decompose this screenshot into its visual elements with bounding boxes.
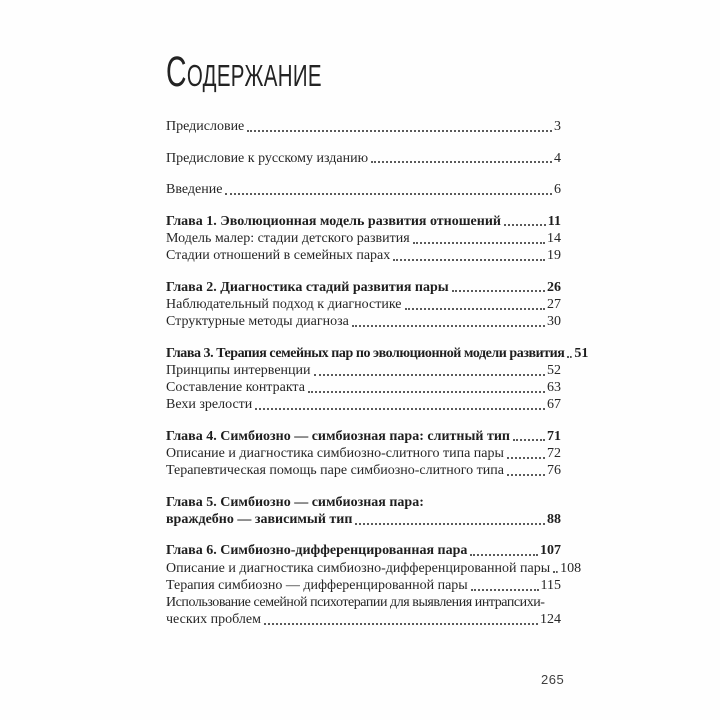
toc-entry-page: 88 xyxy=(547,511,561,527)
toc-entry-page: 6 xyxy=(554,182,561,198)
dot-leader xyxy=(314,374,545,376)
toc-entry-page: 71 xyxy=(547,428,561,444)
toc-entry xyxy=(166,611,561,628)
toc-entry-page: 76 xyxy=(547,463,561,479)
toc-entry-label: Терапия симбиозно — дифференцированной пары xyxy=(166,577,468,593)
toc-entry-page: 26 xyxy=(547,279,561,295)
toc-entry xyxy=(166,181,561,198)
toc-entry xyxy=(166,511,561,528)
dot-leader xyxy=(405,308,545,310)
toc-entry-label: Модель малер: стадии детского развития xyxy=(166,230,410,246)
toc-entry-label: Глава 2. Диагностика стадий развития пары xyxy=(166,279,449,295)
toc-entry-label: Предисловие к русскому изданию xyxy=(166,150,369,166)
toc-entry-label: Использование семейной психотерапии для выявления интрапсихи- xyxy=(166,595,545,611)
toc-entry-label: Наблюдательный подход к диагностике xyxy=(166,296,402,312)
toc-entry xyxy=(166,396,561,413)
toc-entry-label: Стадии отношений в семейных парах xyxy=(166,248,391,264)
toc-entry xyxy=(166,445,561,462)
dot-leader xyxy=(393,259,545,261)
toc-entry-label: Глава 5. Симбиозно — симбиозная пара: xyxy=(166,494,424,510)
dot-leader xyxy=(452,290,545,292)
toc-entry xyxy=(166,543,561,560)
dot-leader xyxy=(470,554,538,556)
toc-entry xyxy=(166,247,561,264)
dot-leader xyxy=(355,523,545,525)
dot-leader xyxy=(255,408,545,410)
dot-leader xyxy=(507,474,545,476)
toc-entry-page: 124 xyxy=(540,612,561,628)
dot-leader xyxy=(371,161,552,163)
toc-entry-page: 67 xyxy=(547,397,561,413)
toc-entry-label: Структурные методы диагноза xyxy=(166,314,349,330)
toc-entry-label: Глава 6. Симбиозно-дифференцированная пара xyxy=(166,543,468,559)
page-title: СОДЕРЖАНИЕ xyxy=(166,48,322,96)
toc-entry xyxy=(166,577,561,594)
toc-entry xyxy=(166,279,561,296)
toc-entry-page: 51 xyxy=(574,345,589,361)
toc-entry-page: 30 xyxy=(547,314,561,330)
dot-leader xyxy=(352,325,545,327)
toc-entry-label: Описание и диагностика симбиозно-слитного типа пары xyxy=(166,445,504,461)
toc-entry xyxy=(166,213,561,230)
toc-entry xyxy=(166,230,561,247)
toc-entry-page: 63 xyxy=(547,380,561,395)
toc-entry-page: 72 xyxy=(547,445,561,461)
toc-entry xyxy=(166,494,561,511)
toc-entry xyxy=(166,362,561,379)
toc-entry xyxy=(166,594,561,611)
dot-leader xyxy=(553,571,558,573)
toc-entry-label: Составление контракта xyxy=(166,380,305,395)
toc-entry-page: 3 xyxy=(554,118,561,134)
toc-entry-page: 14 xyxy=(547,230,561,246)
table-of-contents xyxy=(166,118,589,628)
toc-entry-page: 107 xyxy=(540,543,561,559)
toc-entry xyxy=(166,118,561,135)
toc-entry-label: Глава 1. Эволюционная модель развития отношений xyxy=(166,213,501,229)
toc-entry-label: Принципы интервенции xyxy=(166,362,311,378)
toc-entry-page: 27 xyxy=(547,296,561,312)
toc-entry-label: Описание и диагностика симбиозно-дифференцированной пары xyxy=(166,560,551,576)
dot-leader xyxy=(513,439,545,441)
toc-entry-label: Вехи зрелости xyxy=(166,397,253,413)
toc-entry-label: Глава 3. Терапия семейных пар по эволюционной модели развития xyxy=(166,345,565,361)
toc-entry-label: Введение xyxy=(166,182,223,198)
toc-entry-label: Терапевтическая помощь паре симбиозно-слитного типа xyxy=(166,463,504,479)
toc-entry-page: 115 xyxy=(540,577,561,593)
dot-leader xyxy=(507,457,545,459)
page-title-wrap xyxy=(166,48,561,96)
toc-entry-label: Предисловие xyxy=(166,118,245,134)
dot-leader xyxy=(471,589,539,591)
page-number: 265 xyxy=(541,672,565,687)
toc-entry-page: 4 xyxy=(554,150,561,166)
toc-entry xyxy=(166,428,561,445)
toc-entry xyxy=(166,313,561,330)
dot-leader xyxy=(225,193,552,195)
dot-leader xyxy=(308,391,545,393)
toc-entry-page: 108 xyxy=(560,560,582,576)
toc-entry-page: 11 xyxy=(547,213,561,229)
toc-entry-label: враждебно — зависимый тип xyxy=(166,511,353,527)
toc-entry-label: Глава 4. Симбиозно — симбиозная пара: слитный тип xyxy=(166,428,510,444)
toc-entry xyxy=(166,462,561,479)
toc-entry xyxy=(166,150,561,167)
toc-entry xyxy=(166,345,589,362)
dot-leader xyxy=(264,623,538,625)
dot-leader xyxy=(567,356,572,358)
toc-entry-page: 52 xyxy=(547,362,561,378)
dot-leader xyxy=(413,242,545,244)
toc-entry-label: ческих проблем xyxy=(166,612,261,628)
toc-entry-page: 19 xyxy=(547,248,561,264)
dot-leader xyxy=(504,224,546,226)
toc-entry xyxy=(166,296,561,313)
toc-entry xyxy=(166,560,582,577)
toc-entry xyxy=(166,379,561,396)
dot-leader xyxy=(247,130,552,132)
